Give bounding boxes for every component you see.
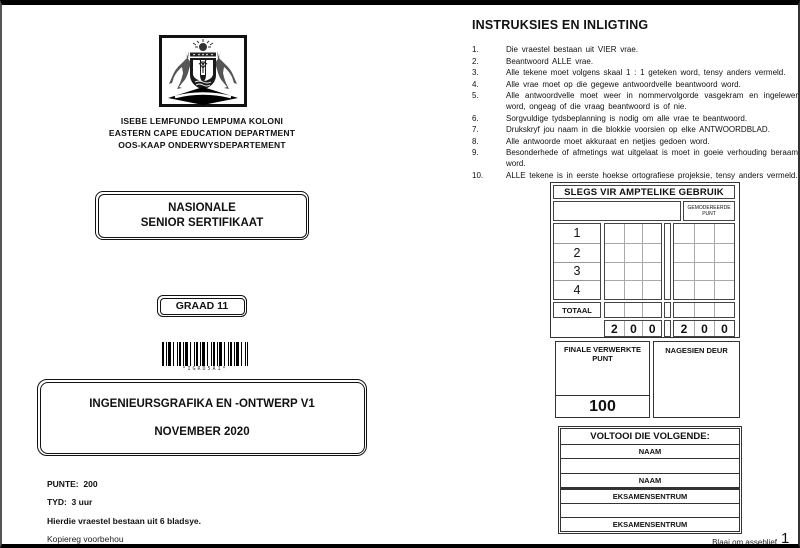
question-row-label: 2 bbox=[554, 243, 600, 262]
question-row-label: 1 bbox=[573, 226, 581, 241]
instruction-number: 4. bbox=[472, 79, 479, 89]
instruction-item bbox=[472, 113, 798, 124]
separator-column bbox=[664, 320, 671, 337]
max-digit: 0 bbox=[714, 321, 734, 336]
max-digit: 0 bbox=[694, 321, 714, 336]
instruction-item bbox=[472, 90, 798, 112]
total-moderated-cells bbox=[673, 302, 735, 318]
instruction-item bbox=[472, 124, 798, 135]
name-label: NAAM bbox=[561, 445, 739, 459]
exam-session: NOVEMBER 2020 bbox=[154, 425, 250, 438]
department-line-2: EASTERN CAPE EDUCATION DEPARTMENT bbox=[108, 128, 296, 138]
grade-label: GRAAD 11 bbox=[160, 298, 245, 315]
instruction-number: 7. bbox=[472, 125, 479, 134]
checked-by-box bbox=[653, 341, 740, 418]
total-marks-cells bbox=[604, 302, 662, 318]
max-digit: 0 bbox=[624, 321, 643, 336]
final-mark-box bbox=[555, 341, 650, 418]
instruction-item bbox=[472, 170, 798, 181]
instruction-text: ALLE tekene is in eerste hoekse ortografiese projeksie, tensy anders vermeld. bbox=[506, 170, 798, 180]
instruction-item bbox=[472, 67, 798, 78]
instruction-text: Sorgvuldige tydsbeplanning is nodig om alle vrae te beantwoord. bbox=[506, 113, 748, 123]
instruction-text: Alle tekene moet volgens skaal 1 : 1 geteken word, tensy anders vermeld. bbox=[506, 68, 786, 77]
moderated-marks-grid bbox=[673, 223, 735, 300]
final-mark-label: FINALE VERWERKTE PUNT bbox=[564, 345, 641, 363]
question-row-label: 4 bbox=[554, 280, 600, 299]
instruction-number: 2. bbox=[472, 56, 479, 66]
mark-blank-cell bbox=[553, 201, 681, 221]
certificate-line-2: SENIOR SERTIFIKAAT bbox=[140, 216, 264, 229]
official-use-table bbox=[550, 182, 740, 338]
instruction-text: Die vraestel bestaan uit VIER vrae. bbox=[506, 45, 639, 54]
instruction-text: Alle antwoorde moet akkuraat en netjies gedoen word. bbox=[506, 136, 710, 146]
time-line: TYD: 3 uur bbox=[47, 497, 93, 507]
separator-column bbox=[664, 223, 671, 300]
instructions-title: INSTRUKSIES EN INLIGTING bbox=[472, 18, 649, 32]
department-line-1: ISEBE LEMFUNDO LEMPUMA KOLONI bbox=[120, 116, 284, 126]
copyright-note: Kopiereg voorbehou bbox=[47, 534, 124, 544]
department-line-3: OOS-KAAP ONDERWYSDEPARTEMENT bbox=[118, 140, 286, 150]
instruction-item bbox=[472, 147, 798, 169]
complete-following-box bbox=[558, 426, 742, 534]
question-number-column bbox=[553, 223, 601, 300]
final-mark-value: 100 bbox=[556, 395, 649, 417]
official-use-title: SLEGS VIR AMPTELIKE GEBRUIK bbox=[553, 185, 735, 199]
instruction-item bbox=[472, 79, 798, 90]
department-name bbox=[52, 115, 352, 151]
barcode-label: *IGRD5A1* bbox=[182, 366, 228, 372]
instruction-text: Besonderhede of afmetings wat uitgelaat is moet in goeie verhouding beraam word. bbox=[506, 148, 798, 168]
marks-line: PUNTE: 200 bbox=[47, 479, 98, 489]
exam-centre-label: EKSAMENSENTRUM bbox=[561, 517, 739, 531]
certificate-box bbox=[95, 191, 309, 240]
instruction-text: Drukskryf jou naam in die blokkie voorsien op elke ANTWOORDBLAD. bbox=[506, 125, 770, 134]
max-digit: 0 bbox=[642, 321, 661, 336]
instruction-number: 6. bbox=[472, 113, 479, 123]
instruction-item bbox=[472, 56, 798, 67]
instruction-number: 9. bbox=[472, 148, 479, 157]
turn-over-note: Blaai om asseblief bbox=[712, 538, 777, 547]
exam-centre-entry-space bbox=[561, 504, 739, 518]
pages-note: Hierdie vraestel bestaan uit 6 bladsye. bbox=[47, 516, 202, 526]
instruction-number: 8. bbox=[472, 136, 479, 146]
instruction-number: 3. bbox=[472, 68, 479, 77]
moderated-mark-header: GEMODEREERDE PUNT bbox=[683, 201, 735, 221]
max-digit: 2 bbox=[610, 321, 618, 336]
exam-centre-label: EKSAMENSENTRUM bbox=[561, 488, 739, 504]
instruction-number: 1. bbox=[472, 45, 479, 54]
moderated-max-cells bbox=[673, 320, 735, 337]
total-label: TOTAAL bbox=[553, 302, 601, 318]
instruction-number: 5. bbox=[472, 91, 479, 100]
barcode bbox=[162, 342, 248, 366]
instruction-text: Beantwoord ALLE vrae. bbox=[506, 56, 594, 66]
grade-box bbox=[157, 295, 247, 317]
instructions-list bbox=[472, 44, 798, 181]
certificate-line-1: NASIONALE bbox=[168, 201, 236, 214]
instruction-text: Alle vrae moet op die gegewe antwoordvelle beantwoord word. bbox=[506, 79, 741, 89]
max-digit: 2 bbox=[680, 321, 688, 336]
subject-title: INGENIEURSGRAFIKA EN -ONTWERP V1 bbox=[89, 397, 315, 410]
max-mark-cells bbox=[604, 320, 662, 337]
name-entry-space bbox=[561, 459, 739, 473]
instruction-number: 10. bbox=[472, 170, 484, 180]
complete-following-title: VOLTOOI DIE VOLGENDE: bbox=[561, 429, 739, 445]
instruction-item bbox=[472, 136, 798, 147]
question-row-label: 3 bbox=[554, 262, 600, 281]
page-number: 1 bbox=[781, 530, 790, 547]
checked-by-label: NAGESIEN DEUR bbox=[665, 346, 728, 355]
marks-grid bbox=[604, 223, 662, 300]
coat-of-arms-icon bbox=[159, 35, 247, 107]
subject-title-box bbox=[37, 379, 367, 456]
instruction-item bbox=[472, 44, 798, 55]
name-label: NAAM bbox=[561, 473, 739, 488]
instruction-text: Alle antwoordvelle moet weer in nommervolgorde vasgekram en ingelewer word, ongeag of die vraag beantwoord is of nie. bbox=[506, 91, 798, 111]
separator-column bbox=[664, 302, 671, 318]
